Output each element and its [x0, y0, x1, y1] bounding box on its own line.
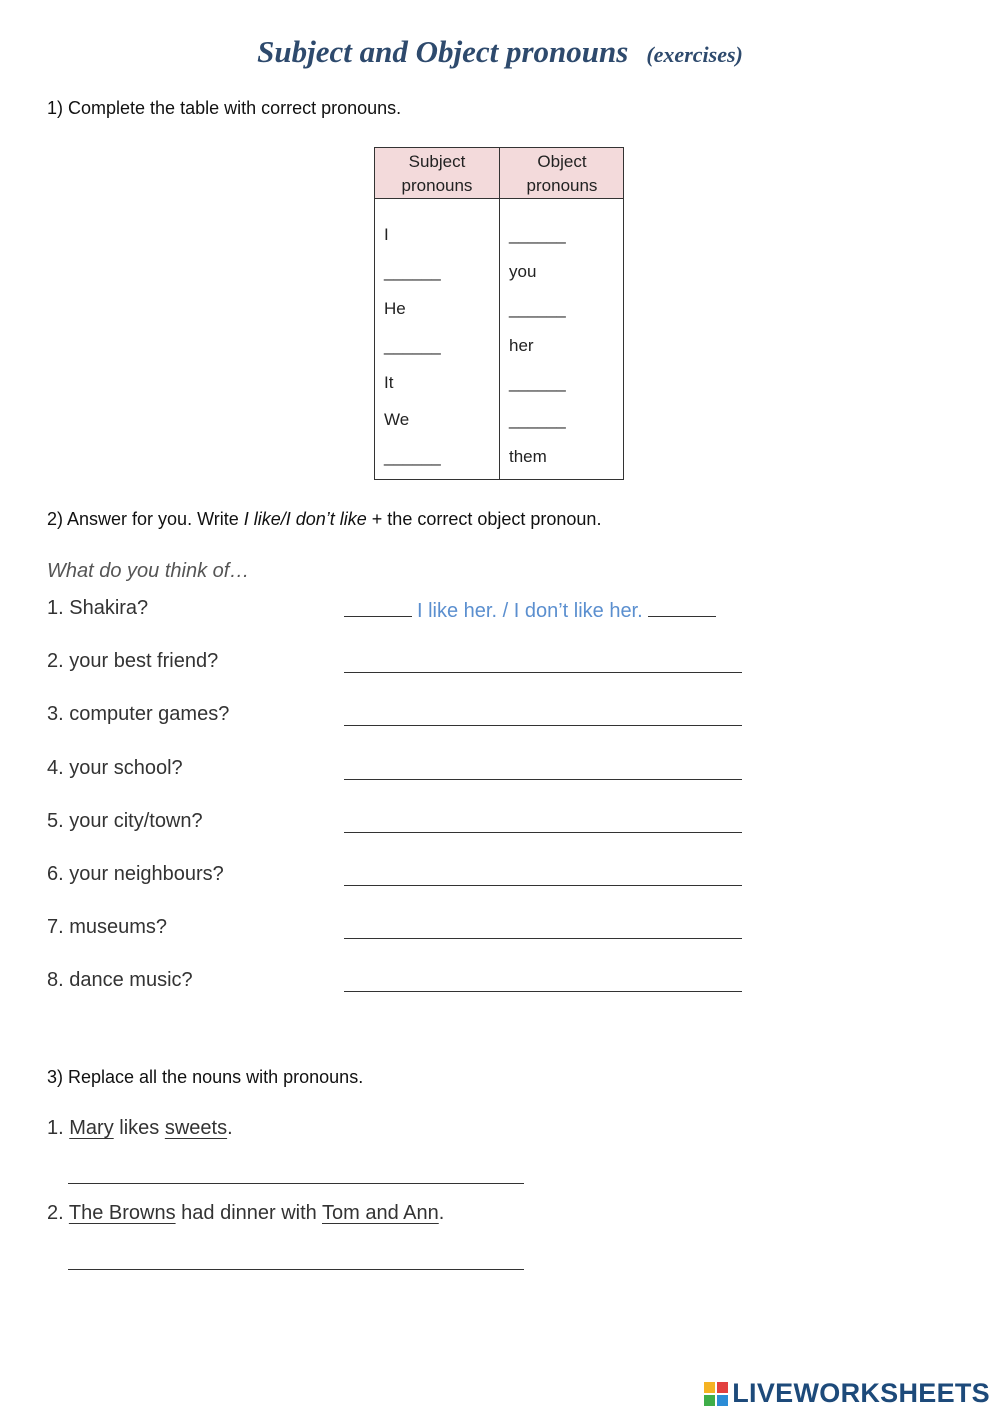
- cell-subject-1: I: [384, 225, 389, 244]
- sentence-2: 2. The Browns had dinner with Tom and Ann.: [47, 1202, 445, 1224]
- cell-subject-5: It: [384, 373, 394, 392]
- answer-line-7[interactable]: [344, 938, 742, 939]
- title-sub: (exercises): [646, 42, 743, 67]
- blank-subject-2[interactable]: ______: [384, 262, 441, 281]
- question-5: 5. your city/town?: [47, 810, 203, 832]
- example-answer-text: I like her. / I don’t like her.: [417, 600, 643, 622]
- answer-line-8[interactable]: [344, 991, 742, 992]
- section1-instruction: 1) Complete the table with correct pronouns.: [47, 98, 402, 118]
- pronoun-table: [374, 147, 624, 480]
- question-8: 8. dance music?: [47, 969, 193, 991]
- noun-the-browns: The Browns: [68, 1202, 176, 1224]
- blank-object-3[interactable]: ______: [509, 299, 566, 318]
- question-7: 7. museums?: [47, 916, 168, 938]
- prompt-text: What do you think of…: [47, 560, 250, 582]
- answer-line-5[interactable]: [344, 832, 742, 833]
- answer-line-6[interactable]: [344, 885, 742, 886]
- blank-subject-4[interactable]: ______: [384, 336, 441, 355]
- question-6: 6. your neighbours?: [47, 863, 224, 885]
- cell-object-4: her: [509, 336, 534, 355]
- noun-mary: Mary: [69, 1117, 114, 1139]
- rewrite-line-2[interactable]: [68, 1269, 524, 1270]
- blank-object-6[interactable]: ______: [509, 410, 566, 429]
- section2-instruction: 2) Answer for you. Write I like/I don’t like + the correct object pronoun.: [47, 509, 602, 529]
- logo-icon: [704, 1382, 728, 1406]
- answer-line-3[interactable]: [344, 725, 742, 726]
- example-answer: [344, 596, 716, 623]
- page-title: [0, 34, 1000, 70]
- blank-object-5[interactable]: ______: [509, 373, 566, 392]
- section3-instruction: 3) Replace all the nouns with pronouns.: [47, 1067, 364, 1087]
- sentence-1: 1. Mary likes sweets.: [47, 1117, 233, 1139]
- question-4: 4. your school?: [47, 757, 183, 779]
- blank-object-1[interactable]: ______: [509, 225, 566, 244]
- liveworksheets-logo: [704, 1378, 990, 1409]
- cell-subject-3: He: [384, 299, 406, 318]
- answer-line-4[interactable]: [344, 779, 742, 780]
- header-subject-pronouns: Subject pronouns: [401, 152, 473, 195]
- noun-tom-and-ann: Tom and Ann: [322, 1202, 439, 1224]
- question-3: 3. computer games?: [47, 703, 230, 725]
- noun-sweets: sweets: [164, 1117, 228, 1139]
- title-main: Subject and Object pronouns: [257, 34, 629, 69]
- cell-subject-6: We: [384, 410, 410, 429]
- logo-text: LIVEWORKSHEETS: [732, 1378, 990, 1408]
- rewrite-line-1[interactable]: [68, 1183, 524, 1184]
- question-1: 1. Shakira?: [47, 597, 149, 619]
- blank-subject-7[interactable]: ______: [384, 447, 441, 466]
- question-2: 2. your best friend?: [47, 650, 219, 672]
- cell-object-2: you: [509, 262, 537, 281]
- cell-object-7: them: [509, 447, 547, 466]
- answer-line-2[interactable]: [344, 672, 742, 673]
- header-object-pronouns: Object pronouns: [526, 152, 598, 195]
